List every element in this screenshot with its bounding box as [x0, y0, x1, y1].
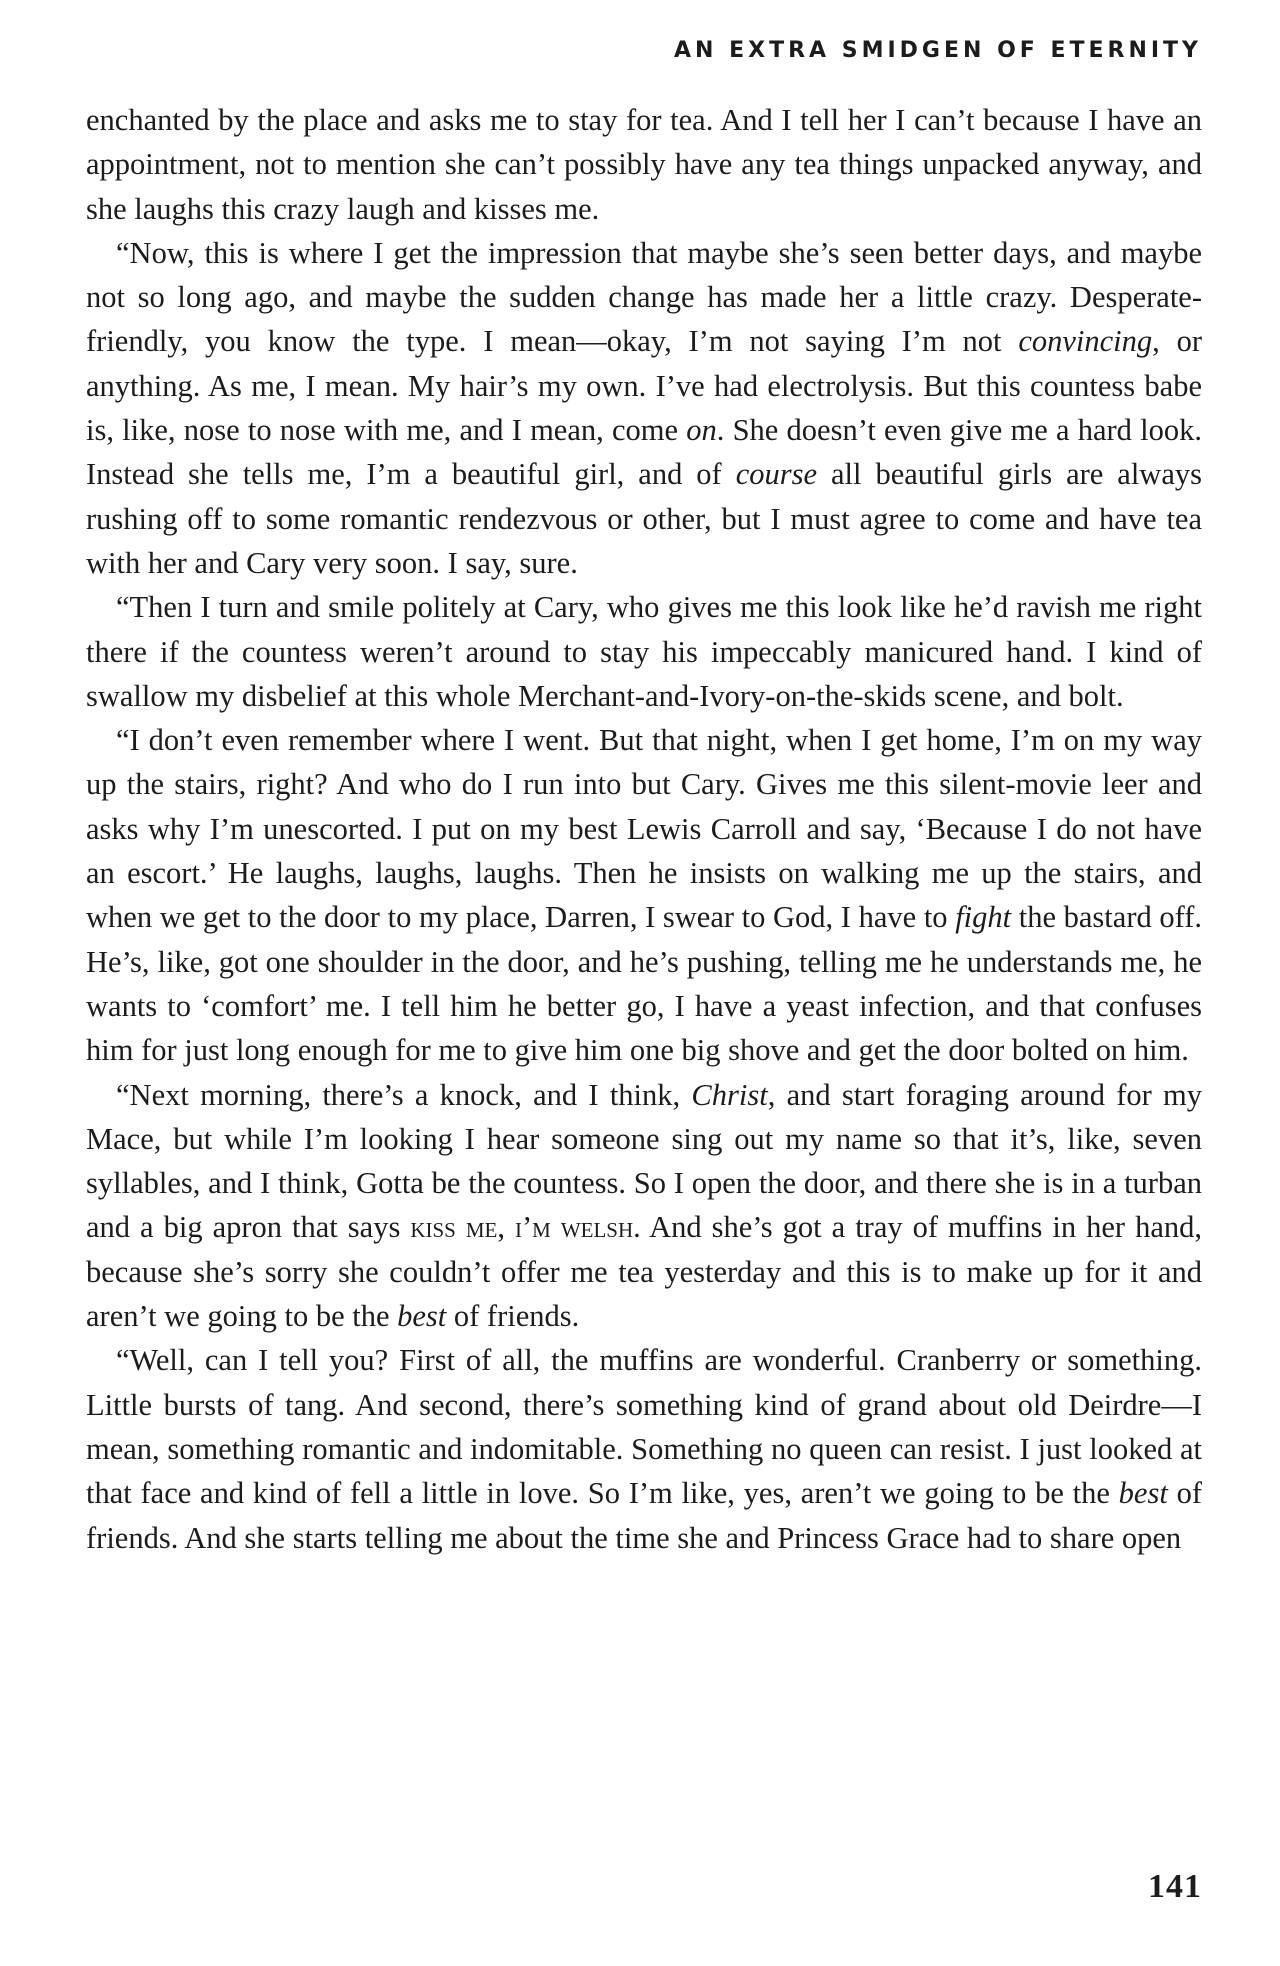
- text-run: “Now, this is where I get the impression that maybe she’s seen better days, and maybe not so long ago, and maybe the sudden change has made her a little crazy. Desperate-friendly, you know the type. I mean—okay, I’m not saying I’m not: [86, 235, 1202, 359]
- running-head: AN EXTRA SMIDGEN OF ETERNITY: [674, 38, 1202, 63]
- italic-run: fight: [955, 900, 1012, 935]
- text-run: the bastard off. He’s, like, got one shoulder in the door, and he’s pushing, telling me he understands me, he wants to ‘comfort’ me. I tell him he better go, I have a yeast infection, and that confuses him for just long enough for me to give him one big shove and get the door bolted on him.: [86, 900, 1202, 1068]
- text-run: of friends. And she starts telling me about the time she and Princess Grace had to share open: [86, 1476, 1202, 1555]
- text-run: , and start foraging around for my Mace, but while I’m looking I hear someone sing out my name so that it’s, like, seven syllables, and I think, Gotta be the countess. So I open the door, and there she is in a turban and a big apron that says: [86, 1077, 1202, 1245]
- paragraph-3: [86, 585, 1202, 718]
- paragraph-1: [86, 98, 1202, 231]
- text-run: of friends.: [446, 1299, 580, 1334]
- text-run: “I don’t even remember where I went. But that night, when I get home, I’m on my way up the stairs, right? And who do I run into but Cary. Gives me this silent-movie leer and asks why I’m unescorted. I put on my best Lewis Carroll and say, ‘Because I do not have an escort.’ He laughs, laughs, laughs. Then he insists on walking me up the stairs, and when we get to the door to my place, Darren, I swear to God, I have to: [86, 723, 1202, 935]
- paragraph-6: [86, 1338, 1202, 1559]
- text-run: all beautiful girls are always rushing off to some romantic rendezvous or other, but I must agree to come and have tea with her and Cary very soon. I say, sure.: [86, 457, 1202, 580]
- text-run: . She doesn’t even give me a hard look. Instead she tells me, I’m a beautiful girl, and of: [86, 413, 1202, 492]
- page-number: 141: [1148, 1868, 1202, 1905]
- paragraph-2: [86, 231, 1202, 585]
- text-run: “Then I turn and smile politely at Cary, who gives me this look like he’d ravish me right there if the countess weren’t around to stay his impeccably manicured hand. I kind of swallow my disbelief at this whole Merchant-and-Ivory-on-the-skids scene, and bolt.: [86, 590, 1202, 713]
- italic-run: best: [1118, 1476, 1168, 1511]
- text-run: enchanted by the place and asks me to stay for tea. And I tell her I can’t because I have an appointment, not to mention she can’t possibly have any tea things unpacked anyway, and she laughs this crazy laugh and kisses me.: [86, 103, 1202, 226]
- paragraph-4: [86, 718, 1202, 1072]
- italic-run: Christ: [691, 1077, 768, 1112]
- text-run: “Next morning, there’s a knock, and I think,: [116, 1077, 692, 1112]
- body-text: [86, 98, 1202, 1560]
- italic-run: on: [686, 413, 717, 448]
- text-run: . And she’s got a tray of muffins in her hand, because she’s sorry she couldn’t offer me tea yesterday and this is to make up for it and aren’t we going to be the: [86, 1210, 1202, 1334]
- text-run: , or anything. As me, I mean. My hair’s my own. I’ve had electrolysis. But this countess babe is, like, nose to nose with me, and I mean, come: [86, 324, 1202, 448]
- paragraph-5: [86, 1073, 1202, 1339]
- italic-run: course: [735, 457, 818, 492]
- italic-run: best: [397, 1299, 447, 1334]
- text-run: “Well, can I tell you? First of all, the muffins are wonderful. Cranberry or something. Little bursts of tang. And second, there’s something kind of grand about old Deirdre—I mean, something romantic and indomitable. Something no queen can resist. I just looked at that face and kind of fell a little in love. So I’m like, yes, aren’t we going to be the: [86, 1343, 1202, 1511]
- italic-run: convincing: [1018, 324, 1153, 359]
- small-caps-run: kiss me, i’m welsh: [410, 1210, 634, 1245]
